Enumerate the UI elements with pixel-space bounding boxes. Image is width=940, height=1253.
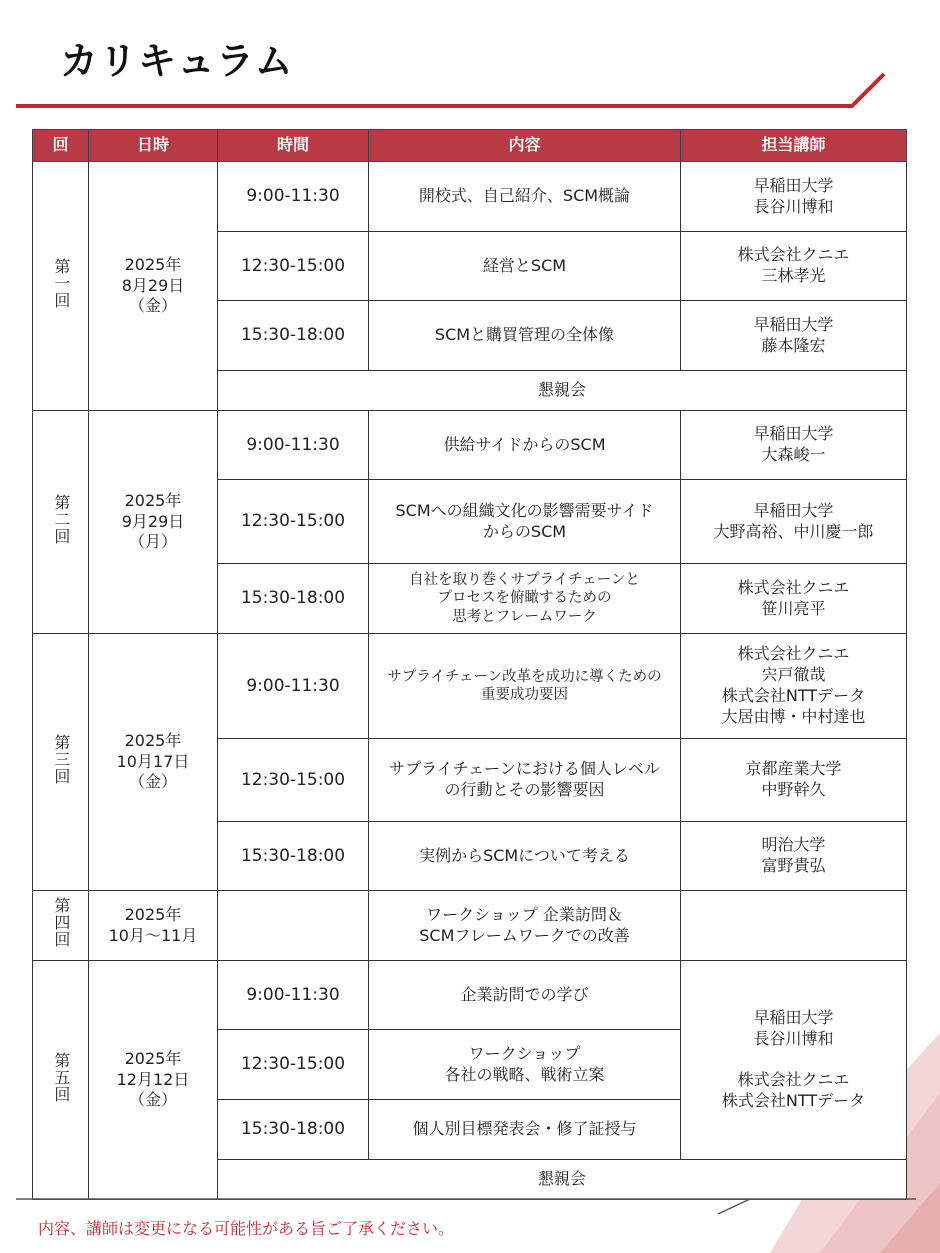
header-content: 内容 [369, 130, 681, 162]
lecturer-cell: 早稲田大学 大野高裕、中川慶一郎 [681, 480, 907, 564]
time-cell: 12:30-15:00 [218, 480, 369, 564]
table-row [33, 162, 907, 232]
table-row [33, 411, 907, 480]
title-underline [0, 70, 940, 120]
time-cell: 9:00-11:30 [218, 634, 369, 739]
time-cell: 9:00-11:30 [218, 411, 369, 480]
table-row [33, 634, 907, 739]
time-cell: 9:00-11:30 [218, 162, 369, 232]
lecturer-cell: 早稲田大学 大森峻一 [681, 411, 907, 480]
content-cell: SCMへの組織文化の影響需要サイド からのSCM [369, 480, 681, 564]
time-cell: 15:30-18:00 [218, 1100, 369, 1160]
session-label-2: 第二回 [33, 411, 89, 634]
time-cell: 12:30-15:00 [218, 739, 369, 822]
header-lecturer: 担当講師 [681, 130, 907, 162]
lecturer-cell: 早稲田大学 藤本隆宏 [681, 301, 907, 371]
content-cell: 自社を取り巻くサプライチェーンと プロセスを俯瞰するための 思考とフレームワーク [369, 564, 681, 634]
header-time: 時間 [218, 130, 369, 162]
time-cell: 15:30-18:00 [218, 301, 369, 371]
time-cell: 12:30-15:00 [218, 1030, 369, 1100]
time-cell: 15:30-18:00 [218, 822, 369, 891]
disclaimer-note: 内容、講師は変更になる可能性がある旨ご了承ください。 [38, 1219, 455, 1238]
content-cell: ワークショップ 企業訪問＆ SCMフレームワークでの改善 [369, 891, 681, 961]
content-cell: 供給サイドからのSCM [369, 411, 681, 480]
header-date: 日時 [89, 130, 218, 162]
session-date-2: 2025年 9月29日 （月） [89, 411, 218, 634]
lecturer-cell: 明治大学 富野貴弘 [681, 822, 907, 891]
lecturer-cell: 株式会社クニエ 三林孝光 [681, 232, 907, 301]
session-date-4: 2025年 10月～11月 [89, 891, 218, 961]
content-cell: 個人別目標発表会・修了証授与 [369, 1100, 681, 1160]
session-label-4: 第四回 [33, 891, 89, 961]
content-cell: ワークショップ 各社の戦略、戦術立案 [369, 1030, 681, 1100]
page-title: カリキュラム [60, 39, 294, 83]
lecturer-cell-empty [681, 891, 907, 961]
lecturer-cell: 早稲田大学 長谷川博和 [681, 162, 907, 232]
time-cell: 9:00-11:30 [218, 961, 369, 1030]
party-cell: 懇親会 [218, 1160, 907, 1200]
time-cell: 12:30-15:00 [218, 232, 369, 301]
session-label-3: 第三回 [33, 634, 89, 891]
table-header-row [33, 130, 907, 162]
session-date-5: 2025年 12月12日 （金） [89, 961, 218, 1200]
party-cell: 懇親会 [218, 371, 907, 411]
time-cell-empty [218, 891, 369, 961]
lecturer-cell: 早稲田大学 長谷川博和 株式会社クニエ 株式会社NTTデータ [681, 961, 907, 1160]
content-cell: SCMと購買管理の全体像 [369, 301, 681, 371]
session-date-1: 2025年 8月29日 （金） [89, 162, 218, 411]
lecturer-cell: 株式会社クニエ 宍戸徹哉 株式会社NTTデータ 大居由博・中村達也 [681, 634, 907, 739]
session-label-5: 第五回 [33, 961, 89, 1200]
content-cell: 実例からSCMについて考える [369, 822, 681, 891]
session-label-1: 第一回 [33, 162, 89, 411]
table-row [33, 891, 907, 961]
lecturer-cell: 株式会社クニエ 笹川亮平 [681, 564, 907, 634]
content-cell: サプライチェーン改革を成功に導くための 重要成功要因 [369, 634, 681, 739]
table-row [33, 961, 907, 1030]
session-date-3: 2025年 10月17日 （金） [89, 634, 218, 891]
curriculum-table [32, 129, 907, 1200]
content-cell: 企業訪問での学び [369, 961, 681, 1030]
content-cell: 開校式、自己紹介、SCM概論 [369, 162, 681, 232]
time-cell: 15:30-18:00 [218, 564, 369, 634]
content-cell: 経営とSCM [369, 232, 681, 301]
header-session: 回 [33, 130, 89, 162]
content-cell: サプライチェーンにおける個人レベル の行動とその影響要因 [369, 739, 681, 822]
lecturer-cell: 京都産業大学 中野幹久 [681, 739, 907, 822]
